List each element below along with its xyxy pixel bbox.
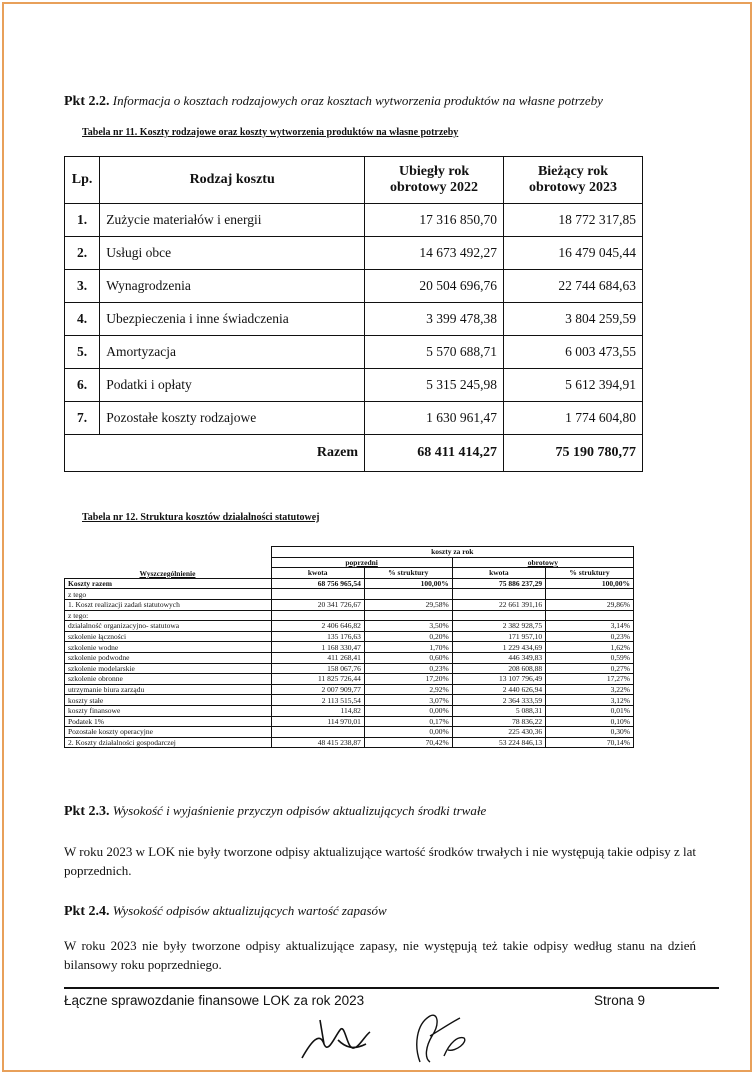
row-prev-year: 3 399 478,38 — [365, 303, 504, 336]
row-item: utrzymanie biura zarządu — [65, 684, 272, 695]
row-prev-pct: 70,42% — [364, 737, 452, 748]
table-12 — [64, 546, 634, 748]
row-prev-amount — [271, 589, 364, 600]
row-curr-pct: 100,00% — [546, 578, 634, 589]
table-12-row — [65, 642, 634, 653]
row-curr-pct — [546, 589, 634, 600]
table-11-row — [65, 270, 643, 303]
table-12-row — [65, 684, 634, 695]
row-curr-pct: 3,14% — [546, 621, 634, 632]
table-11-row — [65, 402, 643, 435]
row-prev-amount — [271, 727, 364, 738]
row-curr-amount: 208 608,88 — [452, 663, 545, 674]
section-2-3-heading — [64, 803, 486, 820]
section-2-3-number: Pkt 2.3. — [64, 804, 110, 819]
row-prev-pct: 0,60% — [364, 652, 452, 663]
row-prev-pct: 1,70% — [364, 642, 452, 653]
signature-2-icon — [400, 1006, 472, 1068]
row-curr-amount — [452, 610, 545, 621]
row-curr-pct: 0,01% — [546, 705, 634, 716]
row-prev-amount: 2 406 646,82 — [271, 621, 364, 632]
header-biezacy-rok — [504, 157, 643, 204]
row-prev-year: 1 630 961,47 — [365, 402, 504, 435]
table-12-row — [65, 727, 634, 738]
row-prev-pct: 0,00% — [364, 727, 452, 738]
row-prev-year: 5 570 688,71 — [365, 336, 504, 369]
row-curr-pct: 0,30% — [546, 727, 634, 738]
table-11-row — [65, 369, 643, 402]
row-lp: 1. — [65, 204, 100, 237]
table-11-row — [65, 237, 643, 270]
row-curr-pct: 3,22% — [546, 684, 634, 695]
section-2-4-heading — [64, 903, 387, 920]
row-prev-pct: 0,00% — [364, 705, 452, 716]
row-curr-year: 6 003 473,55 — [504, 336, 643, 369]
row-curr-pct: 0,59% — [546, 652, 634, 663]
row-curr-pct: 0,27% — [546, 663, 634, 674]
header-biezacy-line2: obrotowy 2023 — [528, 180, 618, 195]
row-curr-year: 1 774 604,80 — [504, 402, 643, 435]
row-prev-amount: 20 341 726,67 — [271, 599, 364, 610]
row-prev-pct: 0,17% — [364, 716, 452, 727]
header-kwota-obrotowy: kwota — [452, 568, 545, 579]
row-prev-amount: 2 007 909,77 — [271, 684, 364, 695]
header-poprzedni: poprzedni — [271, 557, 452, 568]
table-12-row — [65, 737, 634, 748]
footer-document-title: Łączne sprawozdanie finansowe LOK za rok 2023 — [64, 993, 365, 1008]
table-12-row — [65, 695, 634, 706]
row-curr-pct: 3,12% — [546, 695, 634, 706]
row-prev-pct — [364, 589, 452, 600]
row-prev-pct: 3,50% — [364, 621, 452, 632]
table-12-row — [65, 610, 634, 621]
row-prev-amount: 135 176,63 — [271, 631, 364, 642]
row-curr-year: 5 612 394,91 — [504, 369, 643, 402]
footer-divider — [64, 987, 719, 989]
signature-1-icon — [294, 1010, 374, 1068]
header-struktura-poprzedni: % struktury — [364, 568, 452, 579]
row-curr-year: 22 744 684,63 — [504, 270, 643, 303]
row-curr-pct: 17,27% — [546, 674, 634, 685]
row-prev-amount: 411 268,41 — [271, 652, 364, 663]
row-cost-type: Podatki i opłaty — [100, 369, 365, 402]
row-prev-year: 5 315 245,98 — [365, 369, 504, 402]
row-curr-year: 16 479 045,44 — [504, 237, 643, 270]
row-cost-type: Usługi obce — [100, 237, 365, 270]
row-item: Koszty razem — [65, 578, 272, 589]
row-curr-amount: 225 430,36 — [452, 727, 545, 738]
row-curr-pct — [546, 610, 634, 621]
row-item: szkolenie wodne — [65, 642, 272, 653]
row-item: Pozostałe koszty operacyjne — [65, 727, 272, 738]
row-curr-pct: 0,10% — [546, 716, 634, 727]
row-curr-pct: 70,14% — [546, 737, 634, 748]
table-12-row — [65, 631, 634, 642]
row-curr-amount: 1 229 434,69 — [452, 642, 545, 653]
row-curr-year: 18 772 317,85 — [504, 204, 643, 237]
row-prev-pct: 0,23% — [364, 663, 452, 674]
row-prev-year: 17 316 850,70 — [365, 204, 504, 237]
row-prev-amount: 114 970,01 — [271, 716, 364, 727]
row-curr-amount: 2 364 333,59 — [452, 695, 545, 706]
row-lp: 7. — [65, 402, 100, 435]
table-11-row — [65, 336, 643, 369]
section-2-4-title: Wysokość odpisów aktualizujących wartość zapasów — [112, 903, 387, 918]
row-prev-year: 20 504 696,76 — [365, 270, 504, 303]
header-wyszczegolnienie: Wyszczególnienie — [65, 547, 272, 579]
header-koszty-za-rok: koszty za rok — [271, 547, 634, 558]
row-curr-amount: 13 107 796,49 — [452, 674, 545, 685]
row-prev-amount: 2 113 515,54 — [271, 695, 364, 706]
row-item: 1. Koszt realizacji zadań statutowych — [65, 599, 272, 610]
row-item: koszty finansowe — [65, 705, 272, 716]
row-prev-amount — [271, 610, 364, 621]
row-item: szkolenie łączności — [65, 631, 272, 642]
row-curr-pct: 0,23% — [546, 631, 634, 642]
row-curr-amount — [452, 589, 545, 600]
table-12-row — [65, 663, 634, 674]
section-2-4-body: W roku 2023 nie były tworzone odpisy aktualizujące zapasy, nie występują też takie odpisy według stanu na dzień bilansowy roku poprzedniego. — [64, 938, 696, 972]
table-12-caption: Tabela nr 12. Struktura kosztów działalności statutowej — [82, 512, 320, 523]
table-12-row — [65, 589, 634, 600]
row-lp: 2. — [65, 237, 100, 270]
row-prev-amount: 114,82 — [271, 705, 364, 716]
row-prev-pct: 29,58% — [364, 599, 452, 610]
row-curr-amount: 75 886 237,29 — [452, 578, 545, 589]
row-item: działalność organizacyjno- statutowa — [65, 621, 272, 632]
row-lp: 4. — [65, 303, 100, 336]
table-12-row — [65, 705, 634, 716]
row-prev-year: 14 673 492,27 — [365, 237, 504, 270]
header-biezacy-line1: Bieżący rok — [537, 164, 609, 179]
row-item: 2. Koszty działalności gospodarczej — [65, 737, 272, 748]
table-11-header-row — [65, 157, 643, 204]
header-struktura-obrotowy: % struktury — [546, 568, 634, 579]
table-12-row — [65, 674, 634, 685]
total-label: Razem — [65, 435, 365, 472]
row-prev-amount: 1 168 330,47 — [271, 642, 364, 653]
section-2-2-number: Pkt 2.2. — [64, 94, 110, 109]
row-lp: 5. — [65, 336, 100, 369]
section-2-4-number: Pkt 2.4. — [64, 904, 110, 919]
row-curr-amount: 446 349,83 — [452, 652, 545, 663]
row-prev-amount: 158 067,76 — [271, 663, 364, 674]
table-11-row — [65, 303, 643, 336]
row-curr-amount: 53 224 846,13 — [452, 737, 545, 748]
row-curr-amount: 78 836,22 — [452, 716, 545, 727]
section-2-3-body: W roku 2023 w LOK nie były tworzone odpisy aktualizujące wartość środków trwałych i nie występują takie odpisy z lat poprzednich. — [64, 844, 696, 878]
row-item: z tego — [65, 589, 272, 600]
footer-page-number: Strona 9 — [594, 993, 646, 1008]
row-cost-type: Ubezpieczenia i inne świadczenia — [100, 303, 365, 336]
header-kwota-poprzedni: kwota — [271, 568, 364, 579]
row-item: szkolenie obronne — [65, 674, 272, 685]
row-prev-pct — [364, 610, 452, 621]
row-curr-amount: 22 661 391,16 — [452, 599, 545, 610]
header-lp: Lp. — [65, 157, 100, 204]
table-12-row — [65, 599, 634, 610]
row-prev-pct: 0,20% — [364, 631, 452, 642]
row-curr-year: 3 804 259,59 — [504, 303, 643, 336]
table-11-row — [65, 204, 643, 237]
table-12-row — [65, 621, 634, 632]
section-2-2-heading — [64, 93, 603, 110]
table-11-caption: Tabela nr 11. Koszty rodzajowe oraz koszty wytworzenia produktów na własne potrzeby — [82, 127, 459, 138]
row-cost-type: Pozostałe koszty rodzajowe — [100, 402, 365, 435]
row-cost-type: Wynagrodzenia — [100, 270, 365, 303]
total-curr: 75 190 780,77 — [504, 435, 643, 472]
row-item: koszty stałe — [65, 695, 272, 706]
section-2-2-title: Informacja o kosztach rodzajowych oraz kosztach wytworzenia produktów na własne potrzeby — [112, 93, 603, 108]
row-cost-type: Zużycie materiałów i energii — [100, 204, 365, 237]
row-curr-pct: 1,62% — [546, 642, 634, 653]
header-ubiegly-line1: Ubiegły rok — [398, 164, 470, 179]
row-prev-pct: 100,00% — [364, 578, 452, 589]
row-item: Podatek 1% — [65, 716, 272, 727]
header-rodzaj-kosztu: Rodzaj kosztu — [100, 157, 365, 204]
row-item: szkolenie podwodne — [65, 652, 272, 663]
row-prev-pct: 17,20% — [364, 674, 452, 685]
row-item: szkolenie modelarskie — [65, 663, 272, 674]
table-12-row — [65, 652, 634, 663]
row-curr-amount: 5 088,31 — [452, 705, 545, 716]
header-obrotowy: obrotowy — [452, 557, 633, 568]
row-curr-pct: 29,86% — [546, 599, 634, 610]
table-11 — [64, 156, 643, 472]
table-12-row — [65, 716, 634, 727]
table-12-row — [65, 578, 634, 589]
row-prev-pct: 2,92% — [364, 684, 452, 695]
row-lp: 6. — [65, 369, 100, 402]
section-2-3-title: Wysokość i wyjaśnienie przyczyn odpisów aktualizujących środki trwałe — [112, 803, 487, 818]
header-ubiegly-line2: obrotowy 2022 — [390, 180, 479, 195]
row-prev-pct: 3,07% — [364, 695, 452, 706]
row-curr-amount: 2 440 626,94 — [452, 684, 545, 695]
total-prev: 68 411 414,27 — [365, 435, 504, 472]
row-prev-amount: 48 415 238,87 — [271, 737, 364, 748]
row-prev-amount: 68 756 965,54 — [271, 578, 364, 589]
row-cost-type: Amortyzacja — [100, 336, 365, 369]
row-curr-amount: 171 957,10 — [452, 631, 545, 642]
row-lp: 3. — [65, 270, 100, 303]
row-prev-amount: 11 825 726,44 — [271, 674, 364, 685]
row-curr-amount: 2 382 928,75 — [452, 621, 545, 632]
row-item: z tego: — [65, 610, 272, 621]
table-11-total-row — [65, 435, 643, 472]
header-ubiegly-rok — [365, 157, 504, 204]
